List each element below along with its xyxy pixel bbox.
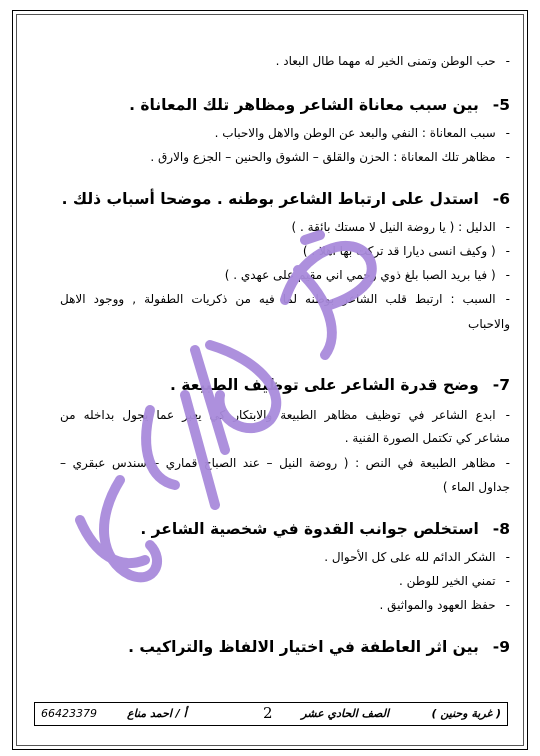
list-item: -الشكر الدائم لله على كل الأحوال . [324,550,510,564]
list-item: -حفظ العهود والمواثيق . [379,598,510,612]
footer-phone: 66423379 [41,707,97,720]
list-item: -مظاهر الطبيعة في النص : ( روضة النيل – عند الصباح قماري – سندس عبقري – [60,456,510,470]
page-footer [34,702,508,726]
footer-page-number: 2 [263,704,273,722]
list-item: -ابدع الشاعر في توظيف مظاهر الطبيعة والابتكار كي يعبر عما يجول بداخله من [60,408,510,422]
footer-lesson-title: ( غربة وحنين ) [431,707,501,720]
list-item-continuation: مشاعر كي تكتمل الصورة الفنية . [344,431,510,445]
question-8-heading: 8-استخلص جوانب القدوة في شخصية الشاعر . [140,520,510,538]
question-6-heading: 6-استدل على ارتباط الشاعر بوطنه . موضحا أسباب ذلك . [61,190,510,208]
question-7-heading: 7-وضح قدرة الشاعر على توظيف الطبيعة . [170,376,510,394]
question-9-heading: 9-بين اثر العاطفة في اختيار الالفاظ والتراكيب . [128,638,510,656]
list-item: -تمني الخير للوطن . [399,574,510,588]
footer-grade: الصف الحادي عشر [301,707,389,720]
list-item: -الدليل : ( يا روضة النيل لا مستك بائقة . ) [291,220,510,234]
list-item-continuation: والاحباب [468,317,510,331]
list-item-continuation: جداول الماء ) [442,480,510,494]
list-item: -سبب المعاناة : النفي والبعد عن الوطن والاهل والاحباب . [214,126,510,140]
list-item: -( فيا بريد الصبا بلغ ذوي رحمي اني مقيم على عهدي . ) [224,268,510,282]
question-5-heading: 5-بين سبب معاناة الشاعر ومظاهر تلك المعاناة . [129,96,510,114]
list-item: -السبب : ارتبط قلب الشاعر بوطنه لما فيه من ذكريات الطفولة , ووجود الاهل [60,292,510,306]
list-item: -حب الوطن وتمنى الخير له مهما طال البعاد . [275,54,510,68]
footer-teacher-name: أ / احمد مناع [127,707,187,720]
list-item: -( وكيف انسى ديارا قد تركت بها اهلا . ) [302,244,510,258]
list-item: -مظاهر تلك المعاناة : الحزن والقلق – الشوق والحنين – الجزع والارق . [150,150,510,164]
